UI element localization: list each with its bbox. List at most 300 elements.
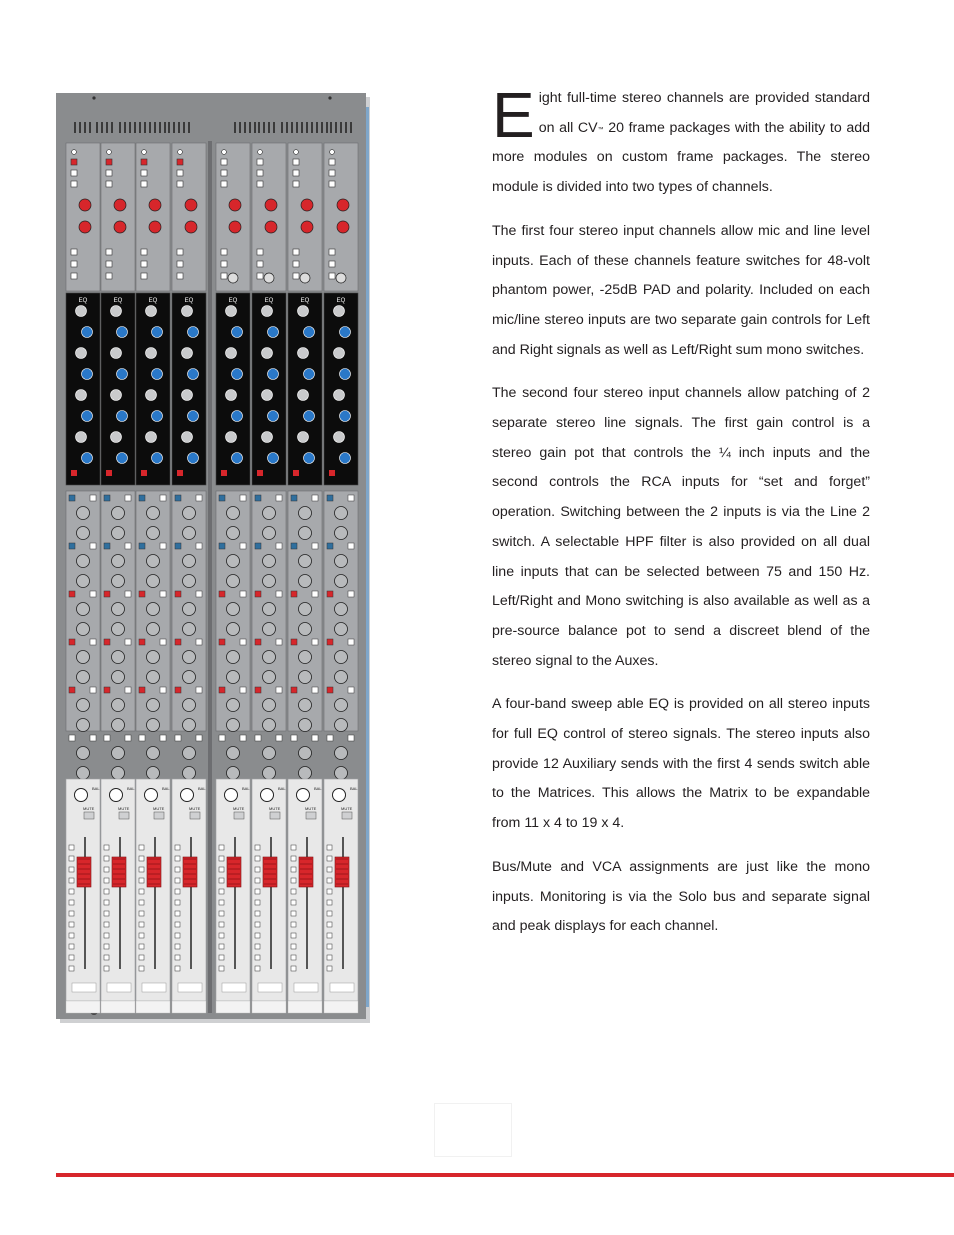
- mute-label: MUTE: [153, 806, 165, 811]
- aux-pre-switch: [312, 543, 318, 549]
- assign-switch: [219, 944, 224, 949]
- eq-knob: [304, 369, 315, 380]
- input-switch: [257, 181, 263, 187]
- eq-knob: [188, 327, 199, 338]
- assign-switch: [69, 845, 74, 850]
- assign-switch: [69, 856, 74, 861]
- aux-knob: [183, 623, 196, 636]
- aux-pre-switch: [312, 639, 318, 645]
- vent-slot: [101, 122, 103, 133]
- assign-switch: [291, 856, 296, 861]
- input-led: [142, 150, 147, 155]
- paragraph-monitoring: Bus/Mute and VCA assignments are just like the mono inputs. Monitoring is via the Solo bus and separate signal and peak displays for each channel.: [492, 858, 870, 935]
- vent-slot: [258, 122, 260, 133]
- aux-knob: [299, 699, 312, 712]
- aux-knob: [263, 671, 276, 684]
- fader-cap: [147, 857, 161, 887]
- vent-slot: [79, 122, 81, 133]
- aux-knob: [183, 555, 196, 568]
- vent-slot: [168, 122, 170, 133]
- eq-knob: [188, 369, 199, 380]
- fader-cap: [263, 857, 277, 887]
- assign-switch: [291, 911, 296, 916]
- eq-in-switch: [293, 470, 299, 476]
- balance-knob: [264, 273, 274, 283]
- fader-cap: [77, 857, 91, 887]
- aux-switch: [327, 687, 333, 693]
- aux-switch: [175, 591, 181, 597]
- aux-switch: [255, 495, 261, 501]
- aux-pre-switch: [348, 639, 354, 645]
- aux-knob: [77, 527, 90, 540]
- vent-slot: [173, 122, 175, 133]
- armrest-segment: [136, 1001, 170, 1013]
- aux-knob: [335, 623, 348, 636]
- scribble-strip: [107, 983, 131, 992]
- eq-knob: [334, 306, 345, 317]
- input-switch: [71, 170, 77, 176]
- aux-knob: [112, 719, 125, 732]
- routing-switch: [106, 273, 112, 279]
- aux-knob: [335, 651, 348, 664]
- assign-switch: [69, 933, 74, 938]
- eq-knob: [117, 369, 128, 380]
- assign-switch: [139, 867, 144, 872]
- eq-knob: [262, 432, 273, 443]
- aux-knob: [227, 527, 240, 540]
- aux-knob: [227, 507, 240, 520]
- gain-knob: [301, 221, 313, 233]
- input-switch: [329, 181, 335, 187]
- eq-knob: [304, 327, 315, 338]
- aux-pre-switch: [348, 591, 354, 597]
- aux-pre-switch: [196, 495, 202, 501]
- assign-switch: [255, 944, 260, 949]
- assign-switch: [219, 878, 224, 883]
- aux-knob: [263, 507, 276, 520]
- drop-cap: E: [492, 79, 535, 151]
- aux-switch: [69, 735, 75, 741]
- aux-pre-switch: [240, 543, 246, 549]
- aux-knob: [183, 699, 196, 712]
- fader-cap: [299, 857, 313, 887]
- assign-switch: [219, 900, 224, 905]
- vent-slot: [183, 122, 185, 133]
- assign-switch: [291, 889, 296, 894]
- assign-switch: [291, 878, 296, 883]
- frame-screw: [92, 96, 95, 99]
- eq-knob: [82, 369, 93, 380]
- mute-button: [154, 812, 164, 819]
- aux-switch: [327, 591, 333, 597]
- eq-knob: [268, 411, 279, 422]
- assign-switch: [175, 911, 180, 916]
- aux-knob: [335, 699, 348, 712]
- vent-slot: [286, 122, 288, 133]
- aux-pre-switch: [90, 639, 96, 645]
- aux-knob: [263, 603, 276, 616]
- eq-knob: [226, 306, 237, 317]
- balance-knob: [228, 273, 238, 283]
- vent-slot: [139, 122, 141, 133]
- eq-knob: [188, 453, 199, 464]
- aux-knob: [335, 767, 348, 780]
- aux-knob: [227, 623, 240, 636]
- vent-slot: [301, 122, 303, 133]
- eq-knob: [111, 432, 122, 443]
- eq-knob: [76, 306, 87, 317]
- aux-switch: [69, 591, 75, 597]
- assign-switch: [255, 889, 260, 894]
- eq-knob: [232, 411, 243, 422]
- aux-switch: [219, 495, 225, 501]
- aux-knob: [77, 575, 90, 588]
- eq-in-switch: [177, 470, 183, 476]
- pan-knob: [297, 789, 310, 802]
- gain-knob: [229, 221, 241, 233]
- aux-knob: [299, 575, 312, 588]
- assign-switch: [219, 955, 224, 960]
- vent-slot: [254, 122, 256, 133]
- aux-pre-switch: [348, 735, 354, 741]
- aux-pre-switch: [276, 735, 282, 741]
- assign-switch: [104, 856, 109, 861]
- paragraph-intro: [492, 79, 870, 203]
- aux-pre-switch: [196, 543, 202, 549]
- aux-switch: [255, 735, 261, 741]
- paragraph-mic-line: The first four stereo input channels allow mic and line level inputs. Each of these channels feature switches for 48-volt phantom power, -25dB PAD and polarity. Included on each mic/line stereo inputs are two separate gain controls for Left and Right signals as well as Left/Right sum mono switches.: [492, 222, 870, 358]
- vent-slot: [106, 122, 108, 133]
- aux-knob: [147, 651, 160, 664]
- assign-switch: [219, 856, 224, 861]
- aux-switch: [175, 495, 181, 501]
- armrest-segment: [252, 1001, 286, 1013]
- assign-switch: [104, 911, 109, 916]
- assign-switch: [104, 933, 109, 938]
- aux-knob: [147, 719, 160, 732]
- vent-slot: [96, 122, 98, 133]
- gain-knob: [149, 221, 161, 233]
- aux-knob: [77, 767, 90, 780]
- assign-switch: [104, 955, 109, 960]
- input-led: [294, 150, 299, 155]
- assign-switch: [291, 955, 296, 960]
- eq-knob: [76, 432, 87, 443]
- vent-slot: [89, 122, 91, 133]
- aux-pre-switch: [125, 495, 131, 501]
- gain-knob: [114, 221, 126, 233]
- vent-slot: [263, 122, 265, 133]
- assign-switch: [219, 911, 224, 916]
- aux-switch: [219, 543, 225, 549]
- aux-switch: [255, 687, 261, 693]
- aux-pre-switch: [312, 735, 318, 741]
- aux-knob: [335, 603, 348, 616]
- vent-slot: [159, 122, 161, 133]
- input-switch: [221, 170, 227, 176]
- eq-knob: [262, 348, 273, 359]
- aux-knob: [227, 747, 240, 760]
- input-switch: [106, 181, 112, 187]
- aux-knob: [112, 747, 125, 760]
- armrest-segment: [324, 1001, 358, 1013]
- assign-switch: [175, 955, 180, 960]
- scribble-strip: [142, 983, 166, 992]
- assign-switch: [219, 933, 224, 938]
- assign-switch: [327, 944, 332, 949]
- routing-switch: [329, 273, 335, 279]
- assign-switch: [69, 867, 74, 872]
- aux-knob: [263, 623, 276, 636]
- input-switch: [141, 181, 147, 187]
- aux-switch: [104, 735, 110, 741]
- eq-knob: [111, 390, 122, 401]
- assign-switch: [327, 922, 332, 927]
- eq-label: EQ: [264, 298, 274, 304]
- assign-switch: [69, 955, 74, 960]
- aux-knob: [147, 603, 160, 616]
- aux-switch: [104, 639, 110, 645]
- input-switch: [177, 170, 183, 176]
- aux-switch: [291, 687, 297, 693]
- aux-knob: [335, 719, 348, 732]
- armrest-segment: [101, 1001, 135, 1013]
- vent-slot: [129, 122, 131, 133]
- aux-knob: [227, 719, 240, 732]
- eq-knob: [117, 411, 128, 422]
- aux-switch: [219, 639, 225, 645]
- aux-pre-switch: [125, 639, 131, 645]
- assign-switch: [255, 878, 260, 883]
- aux-knob: [183, 527, 196, 540]
- eq-knob: [182, 432, 193, 443]
- aux-knob: [147, 623, 160, 636]
- vent-slot: [84, 122, 86, 133]
- aux-pre-switch: [276, 639, 282, 645]
- aux-switch: [219, 687, 225, 693]
- aux-knob: [183, 575, 196, 588]
- assign-switch: [139, 878, 144, 883]
- gain-knob: [185, 199, 197, 211]
- vent-slot: [335, 122, 337, 133]
- eq-knob: [146, 348, 157, 359]
- aux-pre-switch: [196, 687, 202, 693]
- aux-pre-switch: [240, 735, 246, 741]
- aux-pre-switch: [160, 591, 166, 597]
- eq-knob: [182, 390, 193, 401]
- scribble-strip: [294, 983, 318, 992]
- aux-knob: [263, 575, 276, 588]
- eq-label: EQ: [336, 298, 346, 304]
- routing-switch: [329, 249, 335, 255]
- eq-knob: [182, 348, 193, 359]
- mute-button: [270, 812, 280, 819]
- vent-slot: [134, 122, 136, 133]
- vent-slot: [291, 122, 293, 133]
- assign-switch: [175, 856, 180, 861]
- gain-knob: [114, 199, 126, 211]
- assign-switch: [104, 900, 109, 905]
- aux-knob: [335, 671, 348, 684]
- assign-switch: [255, 966, 260, 971]
- aux-switch: [255, 639, 261, 645]
- aux-switch: [327, 735, 333, 741]
- vent-slot: [311, 122, 313, 133]
- aux-pre-switch: [125, 591, 131, 597]
- frame-screw: [328, 96, 331, 99]
- routing-switch: [329, 261, 335, 267]
- aux-switch: [291, 591, 297, 597]
- assign-switch: [255, 922, 260, 927]
- aux-knob: [112, 671, 125, 684]
- routing-switch: [177, 249, 183, 255]
- aux-switch: [175, 639, 181, 645]
- assign-switch: [255, 845, 260, 850]
- aux-pre-switch: [276, 495, 282, 501]
- assign-switch: [291, 944, 296, 949]
- input-led: [178, 150, 183, 155]
- vent-slot: [273, 122, 275, 133]
- eq-knob: [111, 306, 122, 317]
- eq-knob: [268, 327, 279, 338]
- aux-pre-switch: [312, 687, 318, 693]
- aux-knob: [227, 603, 240, 616]
- input-led: [258, 150, 263, 155]
- eq-label: EQ: [300, 298, 310, 304]
- vent-slot: [154, 122, 156, 133]
- aux-pre-switch: [125, 543, 131, 549]
- aux-knob: [263, 651, 276, 664]
- assign-switch: [327, 845, 332, 850]
- input-switch: [106, 159, 112, 165]
- vent-slot: [164, 122, 166, 133]
- eq-knob: [76, 348, 87, 359]
- aux-switch: [219, 735, 225, 741]
- pan-knob: [110, 789, 123, 802]
- pan-knob: [75, 789, 88, 802]
- aux-knob: [183, 651, 196, 664]
- eq-knob: [298, 390, 309, 401]
- vent-slot: [124, 122, 126, 133]
- aux-knob: [227, 671, 240, 684]
- frame-edge-highlight: [366, 107, 369, 1007]
- vent-slot: [350, 122, 352, 133]
- assign-switch: [327, 911, 332, 916]
- eq-knob: [340, 327, 351, 338]
- pan-label: BAL: [314, 786, 322, 791]
- aux-knob: [147, 671, 160, 684]
- aux-knob: [227, 575, 240, 588]
- paragraph-intro-text: ight full-time stereo channels are provided standard on all CV: [538, 90, 870, 136]
- aux-knob: [299, 527, 312, 540]
- input-switch: [141, 159, 147, 165]
- stereo-module-illustration: [56, 93, 370, 1023]
- pan-label: BAL: [278, 786, 286, 791]
- aux-knob: [227, 555, 240, 568]
- armrest-segment: [172, 1001, 206, 1013]
- eq-label: EQ: [78, 298, 88, 304]
- fader-cap: [227, 857, 241, 887]
- vent-slot: [296, 122, 298, 133]
- aux-pre-switch: [160, 495, 166, 501]
- scribble-strip: [72, 983, 96, 992]
- mute-button: [190, 812, 200, 819]
- assign-switch: [104, 845, 109, 850]
- aux-knob: [335, 555, 348, 568]
- aux-knob: [299, 747, 312, 760]
- aux-switch: [255, 591, 261, 597]
- aux-knob: [263, 767, 276, 780]
- mute-button: [234, 812, 244, 819]
- assign-switch: [175, 933, 180, 938]
- eq-knob: [268, 369, 279, 380]
- input-switch: [293, 159, 299, 165]
- assign-switch: [255, 911, 260, 916]
- mute-label: MUTE: [118, 806, 130, 811]
- aux-switch: [139, 543, 145, 549]
- eq-knob: [182, 306, 193, 317]
- aux-knob: [227, 699, 240, 712]
- vent-slot: [244, 122, 246, 133]
- assign-switch: [69, 900, 74, 905]
- assign-switch: [219, 845, 224, 850]
- aux-knob: [263, 747, 276, 760]
- vent-slot: [119, 122, 121, 133]
- routing-switch: [141, 273, 147, 279]
- assign-switch: [291, 966, 296, 971]
- eq-knob: [152, 369, 163, 380]
- aux-pre-switch: [276, 591, 282, 597]
- vent-slot: [321, 122, 323, 133]
- aux-pre-switch: [276, 543, 282, 549]
- aux-pre-switch: [240, 495, 246, 501]
- input-switch: [329, 170, 335, 176]
- channel-strip: [66, 143, 100, 1013]
- aux-pre-switch: [90, 735, 96, 741]
- assign-switch: [69, 944, 74, 949]
- eq-label: EQ: [184, 298, 194, 304]
- gain-knob: [265, 199, 277, 211]
- aux-knob: [112, 699, 125, 712]
- assign-switch: [255, 900, 260, 905]
- paragraph-dual-line: The second four stereo input channels allow patching of 2 separate stereo line signals. The first gain control is a stereo gain pot that controls the ¼ inch inputs and the second controls the RCA inputs for “set and forget” operation. Switching between the 2 inputs is via the Line 2 switch. A selectable HPF filter is also provided on all dual line inputs that can be selected between 75 and 150 Hz. Left/Right and Mono switching is also available as well as a pre-source balance pot to send a discreet blend of the stereo signal to the Auxes.: [492, 385, 870, 669]
- aux-knob: [112, 651, 125, 664]
- eq-knob: [82, 411, 93, 422]
- assign-switch: [255, 856, 260, 861]
- assign-switch: [327, 878, 332, 883]
- aux-knob: [299, 555, 312, 568]
- aux-knob: [147, 767, 160, 780]
- aux-pre-switch: [312, 495, 318, 501]
- aux-knob: [112, 575, 125, 588]
- gain-knob: [185, 221, 197, 233]
- scribble-strip: [258, 983, 282, 992]
- aux-switch: [291, 639, 297, 645]
- assign-switch: [104, 867, 109, 872]
- eq-knob: [304, 453, 315, 464]
- eq-knob: [268, 453, 279, 464]
- aux-pre-switch: [348, 495, 354, 501]
- eq-knob: [152, 453, 163, 464]
- eq-in-switch: [106, 470, 112, 476]
- aux-knob: [335, 747, 348, 760]
- aux-pre-switch: [348, 687, 354, 693]
- assign-switch: [175, 922, 180, 927]
- assign-switch: [139, 911, 144, 916]
- assign-switch: [291, 922, 296, 927]
- assign-switch: [255, 955, 260, 960]
- mute-button: [84, 812, 94, 819]
